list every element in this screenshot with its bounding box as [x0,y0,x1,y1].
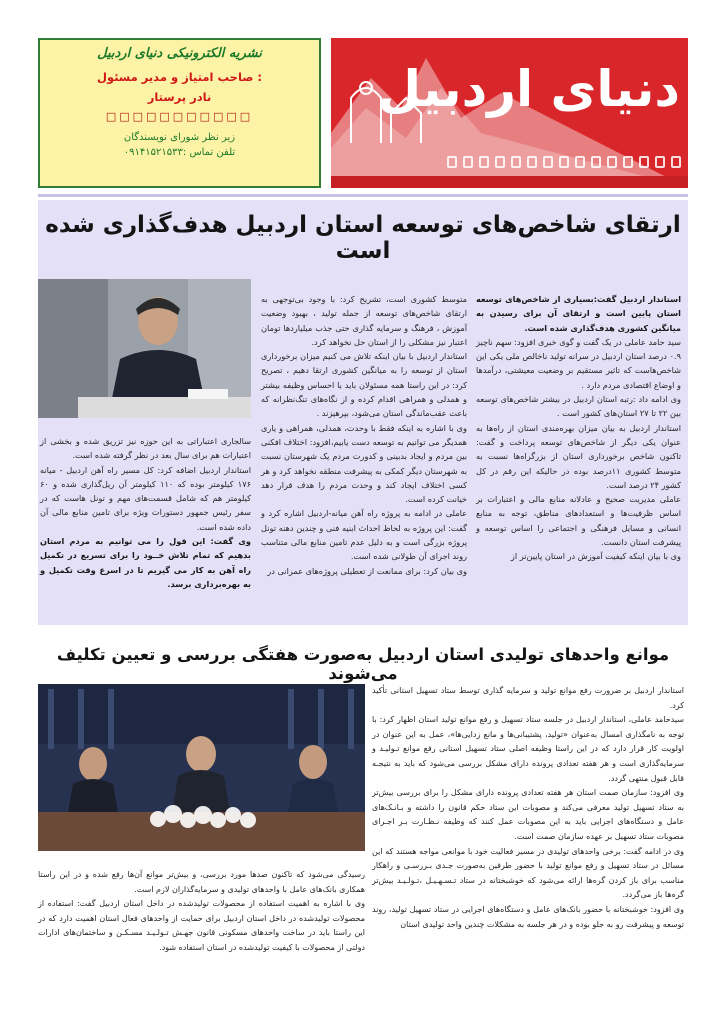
paragraph: استاندار اردبیل به بیان میزان بهره‌مندی استان از راه‌ها به عنوان یکی دیگر از شاخص‌های توسعه پرداخت و گفت: تاکنون شاخص برخورداری استان از بزرگراه‌ها نسبت به متوسط کشوری ۱۱درصد بوده در حالیکه این رقم در کل کشور ۲۴ درصد است. [476,422,681,490]
paragraph: استاندار اردبیل بر ضرورت رفع موانع تولید و سرمایه گذاری توسط ستاد تسهیل استانی تأکید کرد. [372,686,684,710]
article-1-column-right [476,292,681,564]
paragraph: رسیدگی می‌شود که تاکنون صدها مورد بررسی، و بیش‌تر موانع آن‌ها رفع شده و در این راستا همکاری بانک‌های عامل با واحدهای تولیدی و سرمایه‌گذاران لازم است. [38,870,365,894]
paragraph: وی با بیان اینکه کیفیت آموزش در استان پایین‌تر از [510,551,681,562]
article-1-column-left [40,434,251,591]
decorative-glyph-strip [421,156,681,172]
article-1-closing: وی گفت: این قول را می توانیم به مردم استان بدهیم که تمام تلاش خــود را برای تسریع در تکمیل راه آهن به کار می گیریم تا در اسرع وقت تکمیل و به بهره‌برداری برسد. [40,536,251,589]
portrait-image [38,279,251,418]
meeting-image [38,684,365,851]
paragraph: وی افزود: سازمان صمت استان هر هفته تعدادی پرونده دارای مشکل را برای بررسی بیش‌تر به ستاد تسهیل تولید معرفی می‌کند و مصوبات این ستاد حکم قانون را داشته و بـانـک‌های عامل و دستگاه‌های اجرایی باید به این مصوبات عمل کنند که وظیفه نـظـارت بـر اجـرای مصوبات ستاد تسهیل بر عهده سازمان صمت است. [372,788,684,841]
paragraph: متوسط کشوری است، تشریح کرد: با وجود بی‌توجهی به ارتقای شاخص‌های توسعه از جمله تولید ، بهبود وضعیت آموزش ، فرهنگ و سرمایه گذاری حتی جذب میلیاردها تومان اعتبار نیز مشکلی را از استان حل نخواهد کرد. [261,294,467,347]
paragraph: وی در ادامه گفت: برخی واحدهای تولیدی در مسیر فعالیت خود با موانعی مواجه هستند که این مسائل در ستاد تسهیل و رفع موانع تولید با حضور طرفین به‌صورت جـدی بـررسـی و راهکار مناسب برای باز کردن گره‌ها ارائه می‌شود که خوشبختانه در ستاد تـسـهـیـل ،تـولـیـد بیش‌تر گره‌ها باز می‌گردد. [372,846,684,900]
paragraph: سالجاری اعتباراتی به این حوزه نیز تزریق شده و بخشی از اعتبارات هم برای سال بعد در نظر گرفته شده است. [40,436,251,461]
contact-phone: تلفن تماس :۰۹۱۴۱۵۲۱۵۳۳ [123,147,236,158]
owner-label: صاحب امتیاز و مدیر مسئول : [97,70,262,84]
article-2-column-left [38,868,365,956]
publisher-info-box [38,38,321,188]
header-separator [38,194,688,197]
paragraph: وی ادامه داد :رتبه استان اردبیل در بیشتر شاخص‌های توسعه بین ۲۲ تا ۲۷ استان‌های کشور است . [476,394,681,419]
article-1-headline: ارتقای شاخص‌های توسعه استان اردبیل هدف‌گذاری شده است [45,212,681,264]
publication-name: نشریه الکترونیکی دنیای اردبیل [97,46,262,61]
placeholder-boxes: □□□□□□□□□□□ [105,110,254,123]
paragraph: وی بیان کرد: برای ممانعت از تعطیلی پروژه‌های عمرانی در [267,565,467,576]
article-2-column-right [372,684,684,932]
article-2-headline: موانع واحدهای تولیدی استان اردبیل به‌صورت هفتگی بررسی و تعیین تکلیف می‌شوند [56,645,670,683]
masthead-title: دنیای اردبیل [377,60,680,118]
paragraph: استاندار اردبیل با بیان اینکه تلاش می کنیم میزان برخورداری استان از توسعه را به میانگین کشوری ارتقا دهیم ، تصریح کرد: در این راستا همه مسئولان باید با احساس وظیفه بیشتر و همدلی و همراهی اقدام کرده و از نگاه‌های تنگ‌نظرانه که باعث عقب‌ماندگی استان می‌شود، بپرهیزند . [261,351,467,419]
article-1-column-middle [261,292,467,578]
paragraph: عاملی مدیریت صحیح و عادلانه منابع مالی و اعتبارات بر اساس ظرفیت‌ها و استعدادهای مناطق، توجه به منابع انسانی و مسایل فرهنگی و اجتماعی را اساس توسعه و پیشرفت استان دانست. [476,494,681,548]
paragraph: وی با اشاره به اهمیت استفاده از محصولات تولیدشده در داخل استان اردبیل گفت: استفاده از محصولات تولیدشده در داخل استان اردبیل برای حمایت از واحدهای فعال استان اهمیت دارد که در این راستا باید در ساخت واحدهای مسکونی قانون جهـش تـولـیـد مسـکـن و ساختمان‌های ادارات دولتی از محصولات با کیفیت تولیدشده در استان استفاده شود. [38,899,365,952]
paragraph: وی افزود: خوشبختانه با حضور بانک‌های عامل و دستگاه‌های اجرایی در ستاد تسهیل تولید، روند توسعه و پیشرفت رو به جلو بوده و در هر جلسه به مشکلات چندین واحد تولیدی استان [372,904,684,929]
owner-name: نادر پرستار [147,90,212,104]
masthead [331,38,688,188]
article-2-photo [38,684,365,851]
article-1-photo [38,279,251,418]
paragraph: سیدحامد عاملی، استاندار اردبیل در جلسه ستاد تسهیل و رفع موانع تولید استان اظهار کرد: با توجه به نامگذاری امسال به‌عنوان «تولید، پشتیبانی‌ها و مانع زدایی‌ها»، عمل به این عنوان در اولویت کار قرار دارد که در این راستا وظیفه اصلی ستاد تسهیل استانی رفع موانع تـولیـد و سرمایه‌گذاری است و هر هفته تعدادی پرونده دارای مشکل بررسی می‌شود که باید به نتیجـه قابل قبول منتهی گردد. [372,715,684,783]
editorial-board: زیر نظر شورای نویسندگان [123,132,236,143]
paragraph: عاملی در ادامه به پروژه راه آهن میانه-اردبیل اشاره کرد و گفت: این پروژه به لحاظ احداث ابنیه فنی و چندین دهنه تونل پروژه بزرگی است و به دلیل عدم تامین منابع مالی متناسب روند اجرای آن طولانی شده است. [261,508,467,562]
paragraph: استاندار اردبیل اضافه کرد: کل مسیر راه آهن اردبیل - میانه ۱۷۶ کیلومتر بوده که ۱۱۰ کیلومتر آن ریل‌گذاری شده و ۶۰ کیلومتر هم که شامل قسمت‌های مهم و تونل هاست که در سفر رئیس جمهور دستورات ویژه برای تامین منابع مالی آن داده شده است. [40,464,251,532]
article-1-lead: استاندار اردبیل گفت:بسیاری از شاخص‌های توسعه استان پایین است و ارتقای آن برای رسیدن به میانگین کشوری هدف‌گذاری شده است. [476,294,681,333]
paragraph: وی با اشاره به اینکه فقط با وحدت، همدلی، همراهی و یاری همدیگر می توانیم به توسعه دست یابیم،افزود: اختلاف افکنی بین مردم و ایجاد بدبینی و کدورت مردم یک شهرستان نسبت به شهرستان دیگر کمکی به پیشرفت منطقه نخواهد کرد و هر کسی اختلاف ایجاد کند و وحدت مردم را هدف قرار دهد خیانت کرده است. [261,422,467,505]
paragraph: سید حامد عاملی در یک گفت و گوی خبری افزود: سهم ناچیز ۰.۹ درصد استان اردبیل در سرانه تولید ناخالص ملی یکی این شاخص‌هاست که تاثیر مستقیم بر وضعیت معیشتی، درآمدها و اوضاع اقتصادی مردم دارد . [476,336,681,390]
